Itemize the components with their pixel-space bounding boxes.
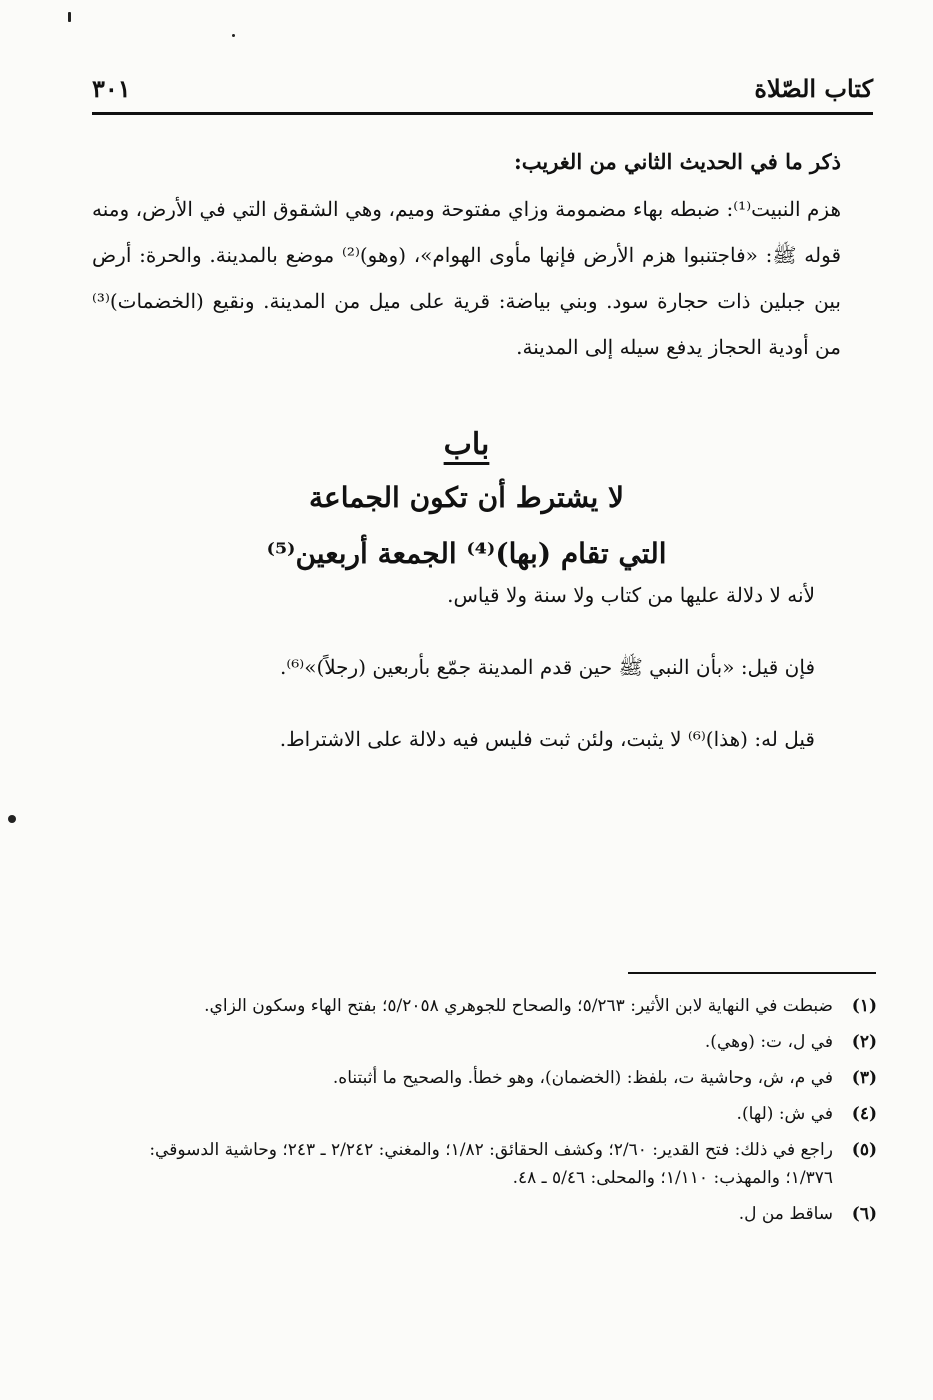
chapter-bab: باب [443, 427, 490, 462]
chapter-heading [92, 420, 841, 582]
header-rule [92, 112, 873, 115]
footnote-text: في ل، ت: (وهي). [704, 1032, 833, 1052]
footnote-number: (٤) [851, 1104, 877, 1124]
page-header [92, 70, 873, 106]
chapter-title-line-1: لا يشترط أن تكون الجماعة [309, 481, 624, 514]
footnote-text: ساقط من ل. [738, 1204, 833, 1224]
scan-speck [8, 815, 16, 823]
body-line-1: لأنه لا دلالة عليها من كتاب ولا سنة ولا قياس. [447, 583, 815, 607]
footnote [100, 1200, 877, 1228]
footnote-number: (٢) [851, 1032, 877, 1052]
footnote [100, 1100, 877, 1128]
footnote-text: في ش: (لها). [736, 1104, 833, 1124]
footnote-number: (٦) [851, 1204, 877, 1224]
body-line-3: قيل له: (هذا)⁽⁶⁾ لا يثبت، ولئن ثبت فليس فيه دلالة على الاشتراط. [279, 727, 815, 751]
section-paragraph: هزم النبيت⁽¹⁾: ضبطه بهاء مضمومة وزاي مفتوحة وميم، وهي الشقوق التي في الأرض، ومنه قوله ﷺ: «فاجتنبوا هزم الأرض فإنها مأوى الهوام»، (وهو)⁽²⁾ موضع بالمدينة. والحرة: أرض بين جبلين ذات حجارة سود. وبني بياضة: قرية على ميل من المدينة. ونقيع (الخضمات)⁽³⁾ من أودية الحجاز يدفع سيله إلى المدينة. [92, 197, 841, 359]
footnote [100, 1028, 877, 1056]
footnote-separator [628, 972, 876, 974]
chapter-body [92, 580, 815, 796]
body-line-2: فإن قيل: «بأن النبي ﷺ حين قدم المدينة جمّع بأربعين (رجلاً)»⁽⁶⁾. [279, 655, 815, 679]
footnote-number: (٣) [851, 1068, 877, 1088]
footnote [100, 1064, 877, 1092]
footnote-text: راجع في ذلك: فتح القدير: ٢/٦٠؛ وكشف الحقائق: ١/٨٢؛ والمغني: ٢/٢٤٢ ـ ٢٤٣؛ وحاشية الدسوقي: ١/٣٧٦؛ والمهذب: ١/١١٠؛ والمحلى: ٥/٤٦ ـ ٤٨. [149, 1140, 833, 1188]
footnote-number: (١) [851, 996, 877, 1016]
running-title: كتاب الصّلاة [754, 73, 873, 103]
footnote-text: في م، ش، وحاشية ت، بلفظ: (الخضمان)، وهو خطأ. والصحيح ما أثبتناه. [332, 1068, 833, 1088]
footnote-text: ضبطت في النهاية لابن الأثير: ٥/٢٦٣؛ والصحاح للجوهري ٥/٢٠٥٨؛ بفتح الهاء وسكون الزاي. [204, 996, 833, 1016]
scan-speck [68, 12, 71, 22]
chapter-title-line-2: التي تقام (بها)⁽⁴⁾ الجمعة أربعين⁽⁵⁾ [266, 537, 667, 570]
footnote [100, 1136, 877, 1192]
page-number: ٣٠١ [92, 73, 131, 103]
scan-speck [232, 34, 235, 37]
footnote-number: (٥) [851, 1140, 877, 1160]
gharib-section [92, 138, 841, 370]
footnotes [100, 992, 877, 1236]
footnote [100, 992, 877, 1020]
section-heading: ذكر ما في الحديث الثاني من الغريب: [514, 149, 841, 174]
